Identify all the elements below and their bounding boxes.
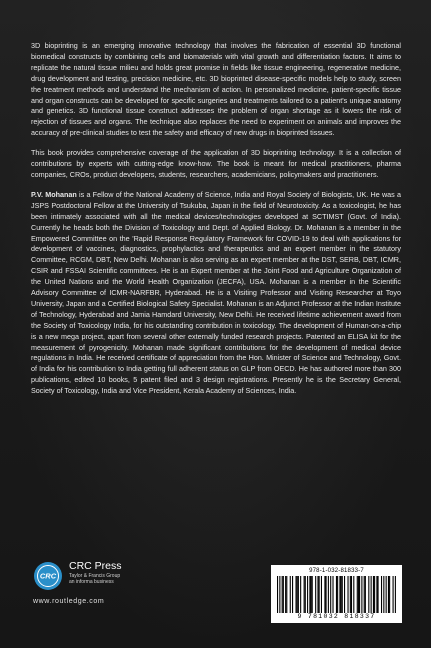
publisher-informa: an informa business	[69, 579, 114, 585]
logo-mark-text: CRC	[39, 571, 57, 581]
audience-paragraph: This book provides comprehensive coverage of the application of 3D bioprinting technology. It is a collection of contributions by experts with cutting-edge know-how. The book is meant for medical practitioners, pharma companies, CROs, product developers, students, researchers, academicians, policymakers and practitioners.	[31, 148, 401, 179]
publisher-name: CRC Press	[69, 560, 122, 572]
publisher-url[interactable]: www.routledge.com	[33, 598, 105, 605]
barcode-digits: 9 781032 818337	[297, 613, 376, 620]
intro-paragraph: 3D bioprinting is an emerging innovative technology that involves the fabrication of essential 3D functional biomedical constructs by combining cells and biomaterials with vital growth and differentiation factors. It aims to replicate the natural tissue milieu and holds great promise in fields like tissue engineering, regenerative medicine, drug development and testing, precision medicine, etc. 3D bioprinted disease-specific models help to study, screen the treatment methods and understand the mechanism of action. In personalized medicine, patient-specific tissue and organ constructs can be developed for specific surgeries and treatments tailored to a patient's unique anatomy and genetics. 3D functional tissue construct addresses the problem of organ shortage as it lowers the risk of rejection of tissues and organs. The technique also replaces the need to experiment on animals and improves the accuracy of pre-clinical studies to test the safety and efficacy of new drugs in bioprinted tissues.	[31, 41, 401, 138]
author-bio: is a Fellow of the National Academy of Science, India and Royal Society of Biologists, UK. He was a JSPS Postdoctoral Fellow at the University of Tsukuba, Japan in the field of Neurotoxicity. As a toxicologist, he has been intimately associated with all the medical devices/technologies developed at SCTIMST (Govt. of India). Currently he heads both the Division of Toxicology and Dept. of Applied Biology. Dr. Mohanan is a member in the Empowered Committee on the 'Rapid Response Regulatory Framework for COVID-19 to deal with applications for development of vaccines, diagnostics, prophylactics and therapeutics and an expert member in the statutory Committee, RCGM, DBT, New Delhi. Mohanan is also serving as an expert member at the DST, SERB, DBT, ICMR, CSIR and FSSAI Scientific committees. He is an Expert member at the Joint Food and Agriculture Organization of the United Nations and the World Health Organization (JECFA), USA. Mohanan is a member in the Scientific Advisory Committee of ICMR-NARFBR, Hyderabad. He is a Visiting Professor and Visiting Researcher at Toyo University, Japan and a Certified Biological Safety Specialist. Mohanan is an Adjunct Professor at the Indian Institute of Technology, Hyderabad and Jamia Hamdard University, New Delhi. He received lifetime achievement award from the Society of Toxicology India, for his outstanding contribution in toxicology. The development of Human-on-a-chip is a new mega project, apart from several other externally funded research projects. Patented an ELISA kit for the measurement of pyrogenicity. Mohanan made significant contributions for the development of medical device regulations in India. He received certificate of appreciation from the Hon. Minister of Science and Technology, Govt. of India for his contribution to India getting full adherent status on GLP from OECD. He has authored more than 300 publications, edited 10 books, 5 patent filed and 3 design registrations. Presently he is the Secretary General, Society of Toxicology, India and Vice President, Kerala Academy of Sciences, India.	[31, 189, 401, 396]
author-bio-paragraph	[31, 190, 401, 397]
isbn-label: 978-1-032-81833-7	[309, 568, 364, 574]
isbn-barcode	[271, 565, 402, 623]
back-cover-text	[31, 41, 401, 406]
author-name: P.V. Mohanan	[31, 189, 77, 199]
publisher-group: Taylor & Francis Group	[69, 573, 121, 579]
publisher-logo	[33, 558, 163, 618]
crc-press-logo-icon	[33, 561, 63, 591]
barcode-bars	[277, 576, 396, 613]
